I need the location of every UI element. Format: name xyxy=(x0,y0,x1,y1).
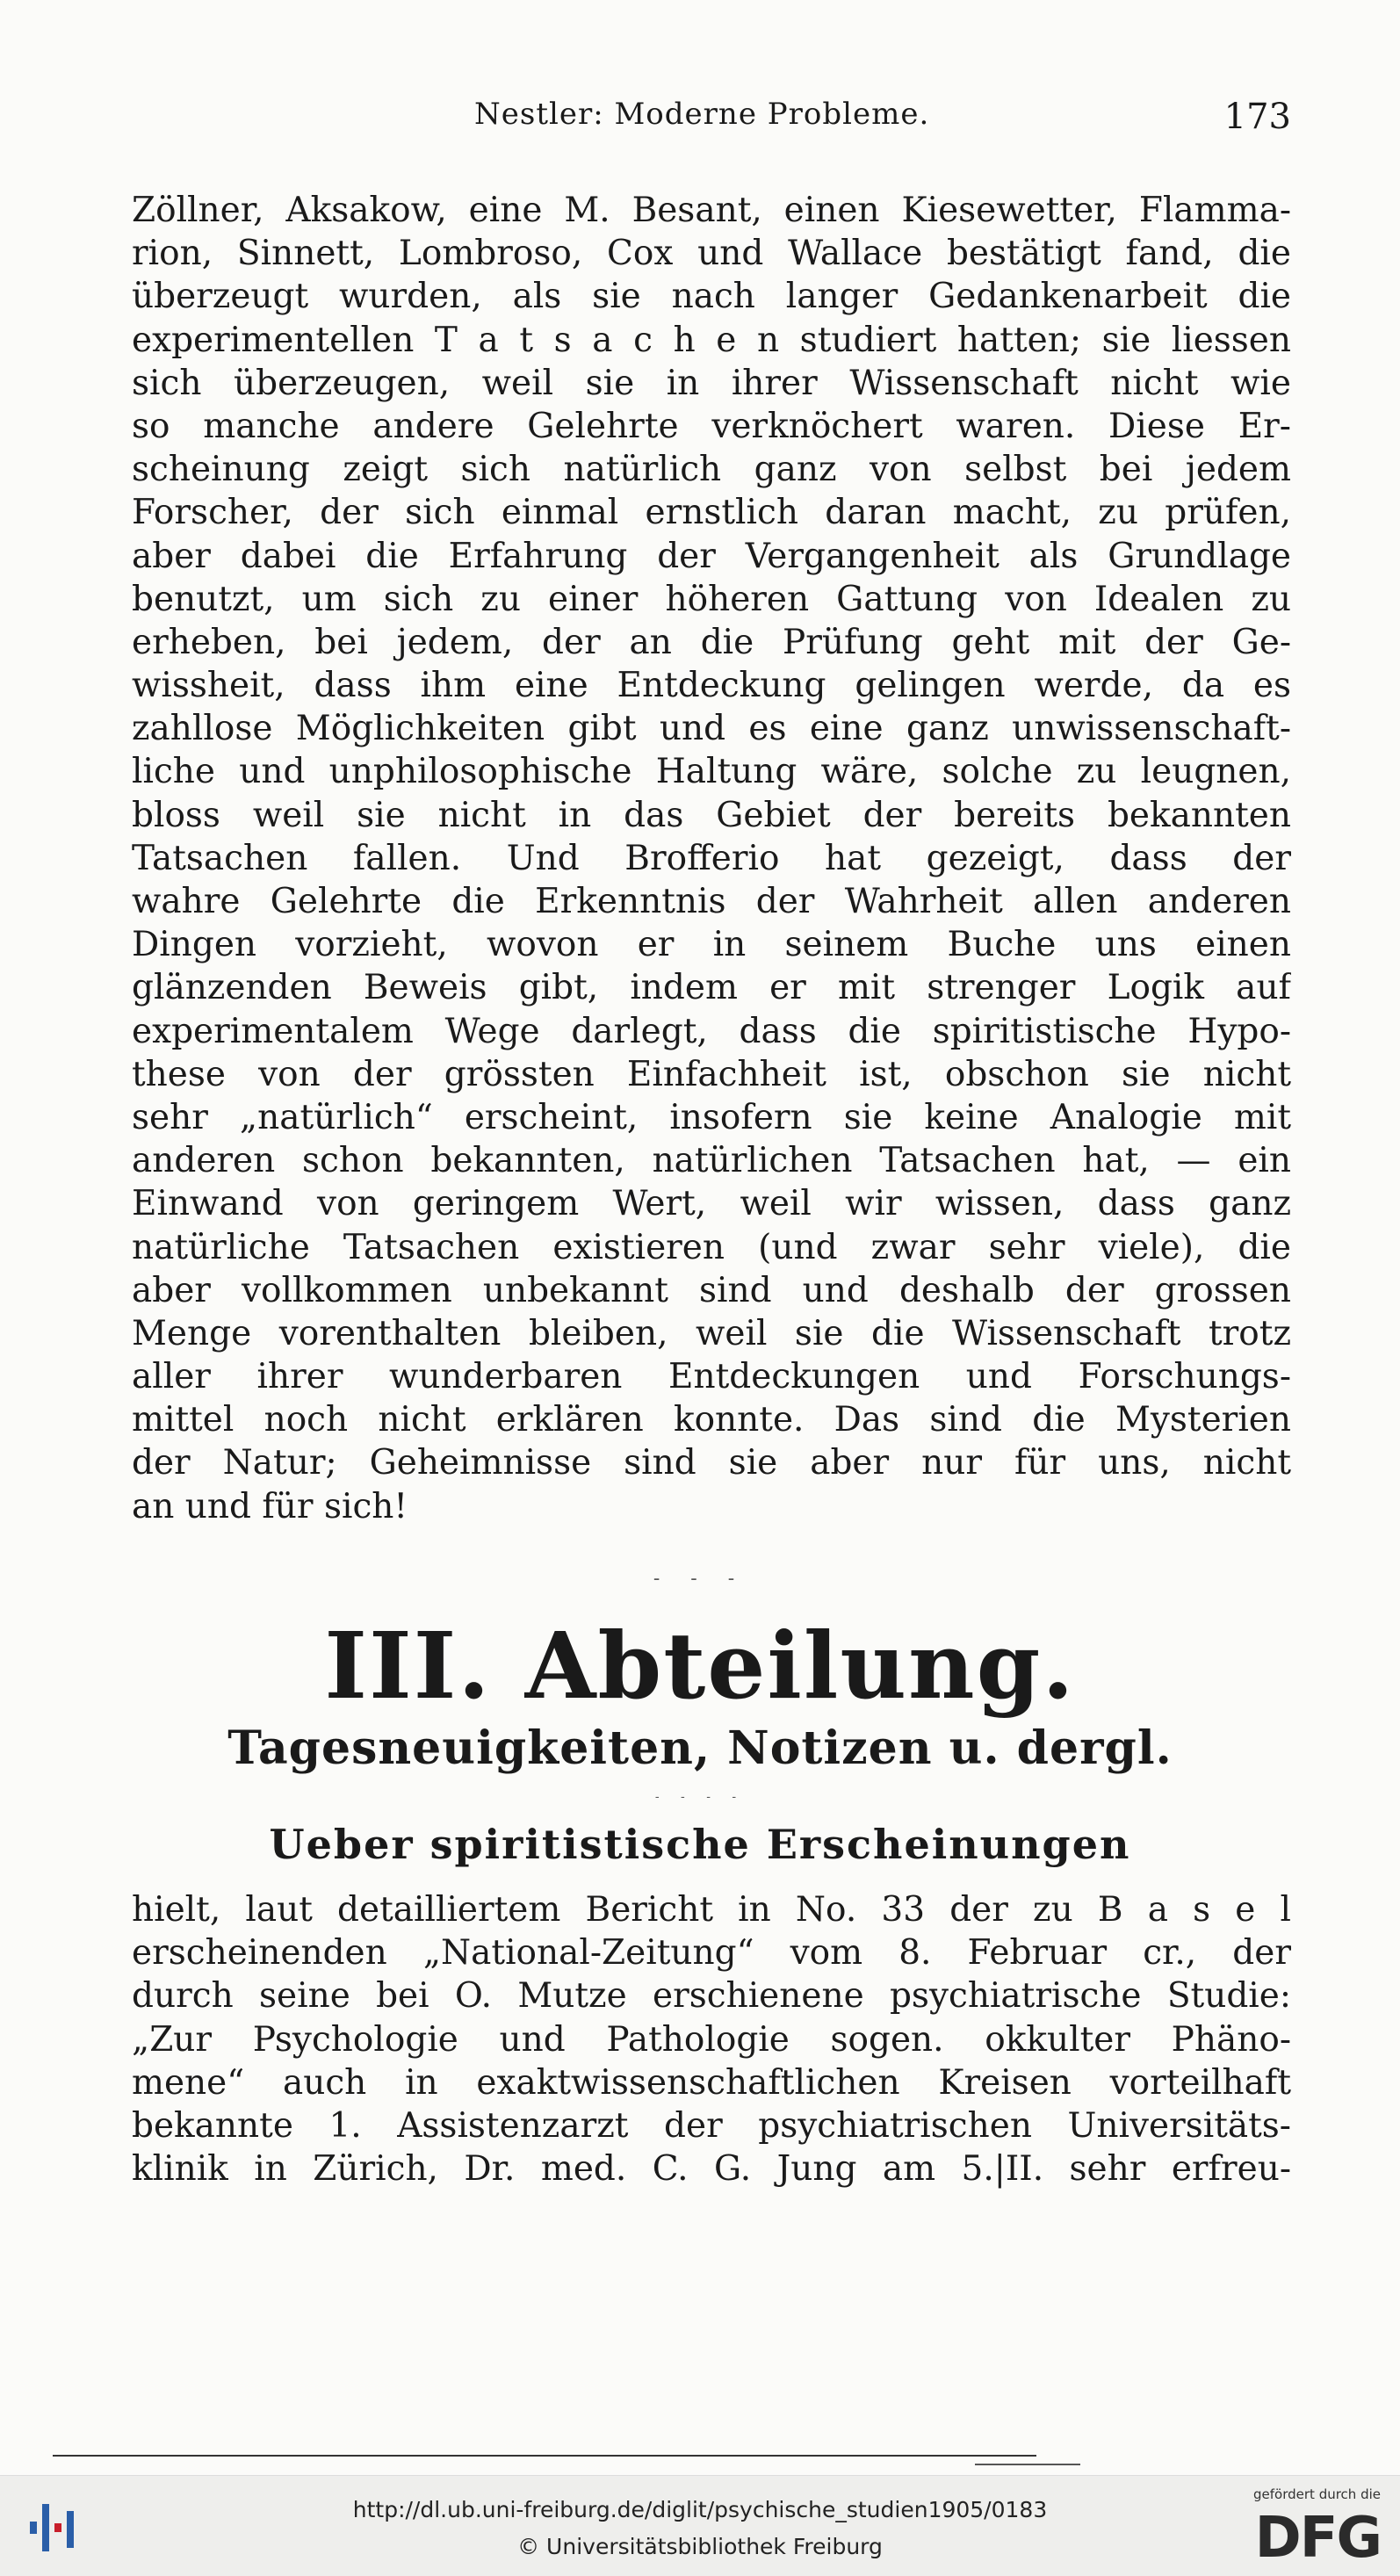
page-bottom-rule xyxy=(53,2455,1036,2457)
text-line: wahre Gelehrte die Erkenntnis der Wahrheit allen anderen xyxy=(132,882,1291,921)
text-line: experimentalem Wege darlegt, dass die spiritistische Hypo- xyxy=(132,1011,1291,1051)
page-number: 173 xyxy=(1223,97,1291,137)
text-line: bloss weil sie nicht in das Gebiet der bereits bekannten xyxy=(132,795,1291,835)
article-line: erscheinenden „National-Zeitung“ vom 8. Februar cr., der xyxy=(132,1933,1291,1973)
separator: - - - xyxy=(653,1568,747,1590)
article-line: durch seine bei O. Mutze erschienene psychiatrische Studie: xyxy=(132,1976,1291,2017)
text-line: so manche andere Gelehrte verknöchert waren. Diese Er- xyxy=(132,406,1291,446)
text-line: scheinung zeigt sich natürlich ganz von selbst bei jedem xyxy=(132,450,1291,490)
text-line: der Natur; Geheimnisse sind sie aber nur für uns, nicht xyxy=(132,1443,1291,1483)
text-line: glänzenden Beweis gibt, indem er mit strenger Logik auf xyxy=(132,968,1291,1008)
article-heading: Ueber spiritistische Erscheinungen xyxy=(269,1821,1131,1868)
section-separator: - - - - xyxy=(654,1790,746,1804)
text-line: aber dabei die Erfahrung der Vergangenheit als Grundlage xyxy=(132,536,1291,576)
running-head xyxy=(132,97,1291,149)
dfg-logo-text: DFG xyxy=(1254,2506,1381,2571)
dfg-caption: gefördert durch die xyxy=(1253,2486,1381,2502)
permalink-url[interactable]: http://dl.ub.uni-freiburg.de/diglit/psychische_studien1905/0183 xyxy=(352,2497,1048,2522)
text-line: mittel noch nicht erklären konnte. Das sind die Mysterien xyxy=(132,1400,1291,1440)
article-line: mene“ auch in exaktwissenschaftlichen Kreisen vorteilhaft xyxy=(132,2062,1291,2103)
section-subtitle: Tagesneuigkeiten, Notizen u. dergl. xyxy=(227,1721,1173,1775)
article-text xyxy=(132,1888,1291,2190)
dfg-logo-icon xyxy=(1231,2486,1381,2571)
text-line: Forscher, der sich einmal ernstlich daran macht, zu prüfen, xyxy=(132,493,1291,533)
running-title: Nestler: Moderne Probleme. xyxy=(474,97,930,132)
article-line: klinik in Zürich, Dr. med. C. G. Jung am 5.|II. sehr erfreu- xyxy=(132,2149,1291,2190)
text-line: aber vollkommen unbekannt sind und deshalb der grossen xyxy=(132,1270,1291,1310)
article-line: bekannte 1. Assistenzarzt der psychiatrischen Universitäts- xyxy=(132,2105,1291,2146)
text-line: aller ihrer wunderbaren Entdeckungen und Forschungs- xyxy=(132,1357,1291,1397)
text-line: experimentellen T a t s a c h e n studiert hatten; sie liessen xyxy=(132,320,1291,360)
text-line: rion, Sinnett, Lombroso, Cox und Wallace bestätigt fand, die xyxy=(132,234,1291,274)
text-line: anderen schon bekannten, natürlichen Tatsachen hat, — ein xyxy=(132,1141,1291,1181)
text-line: sich überzeugen, weil sie in ihrer Wissenschaft nicht wie xyxy=(132,363,1291,403)
text-line: wissheit, dass ihm eine Entdeckung gelingen werde, da es xyxy=(132,666,1291,706)
text-line: these von der grössten Einfachheit ist, obschon sie nicht xyxy=(132,1054,1291,1094)
page-bottom-rule-short xyxy=(975,2464,1080,2465)
text-line: an und für sich! xyxy=(132,1486,408,1526)
text-line: Einwand von geringem Wert, weil wir wissen, dass ganz xyxy=(132,1184,1291,1224)
text-line: zahllose Möglichkeiten gibt und es eine ganz unwissenschaft- xyxy=(132,709,1291,749)
viewer-footer xyxy=(0,2475,1400,2576)
text-line: sehr „natürlich“ erscheint, insofern sie keine Analogie mit xyxy=(132,1097,1291,1137)
text-line: Tatsachen fallen. Und Brofferio hat gezeigt, dass der xyxy=(132,838,1291,878)
text-line: benutzt, um sich zu einer höheren Gattung von Idealen zu xyxy=(132,579,1291,619)
text-line: natürliche Tatsachen existieren (und zwar sehr viele), die xyxy=(132,1227,1291,1267)
copyright-text: © Universitätsbibliothek Freiburg xyxy=(517,2534,883,2559)
section-title: III. Abteilung. xyxy=(324,1612,1076,1720)
article-line: hielt, laut detailliertem Bericht in No. 33 der zu B a s e l xyxy=(132,1890,1291,1930)
text-line: Zöllner, Aksakow, eine M. Besant, einen Kiesewetter, Flamma- xyxy=(132,191,1291,230)
text-line: überzeugt wurden, als sie nach langer Gedankenarbeit die xyxy=(132,277,1291,317)
text-line: liche und unphilosophische Haltung wäre, solche zu leugnen, xyxy=(132,752,1291,792)
body-text xyxy=(132,189,1291,1528)
text-line: erheben, bei jedem, der an die Prüfung geht mit der Ge- xyxy=(132,622,1291,662)
text-line: Menge vorenthalten bleiben, weil sie die Wissenschaft trotz xyxy=(132,1313,1291,1353)
article-line: „Zur Psychologie und Pathologie sogen. okkulter Phäno- xyxy=(132,2019,1291,2060)
text-line: Dingen vorzieht, wovon er in seinem Buche uns einen xyxy=(132,925,1291,965)
